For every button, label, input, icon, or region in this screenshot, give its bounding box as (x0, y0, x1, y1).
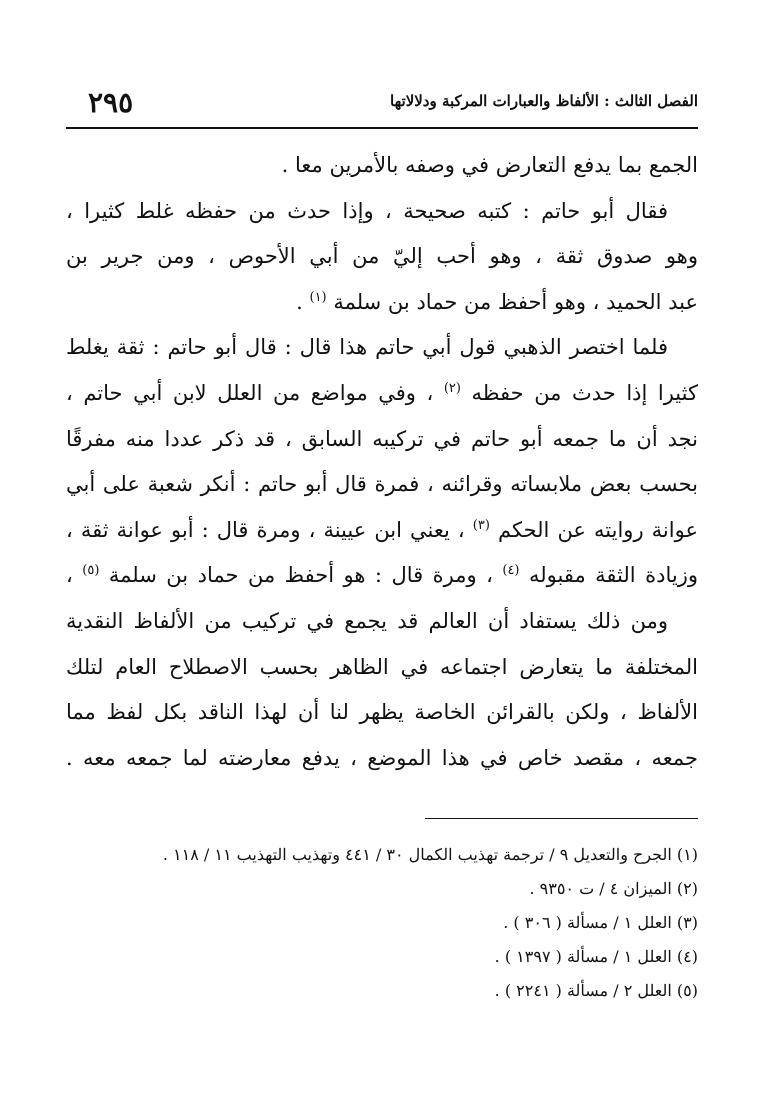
body-text-run: جمعه ، مقصد خاص في هذا الموضع ، يدفع معارضته لما جمعه معه . (66, 745, 698, 770)
body-text-run: فقال أبو حاتم : كتبه صحيحة ، وإذا حدث من حفظه غلط كثيرا ، (66, 198, 668, 223)
footnote-marker: (٥) (82, 563, 100, 579)
body-text-run: ، يعني ابن عيينة ، ومرة قال : أبو عوانة ثقة ، (66, 517, 465, 542)
body-text-run: الجمع بما يدفع التعارض في وصفه بالأمرين معا . (281, 153, 698, 177)
footnote: (١) الجرح والتعديل ٩ / ترجمة تهذيب الكمال ٣٠ / ٤٤١ وتهذيب التهذيب ١١ / ١١٨ . (162, 845, 698, 864)
footnote-separator (425, 818, 698, 819)
body-line (66, 690, 698, 736)
body-line (66, 553, 698, 599)
body-line (66, 371, 698, 417)
footnote: (٥) العلل ٢ / مسألة ( ٢٢٤١ ) . (494, 981, 698, 1000)
body-text-run: نجد أن ما جمعه أبو حاتم في تركيبه السابق ، قد ذكر عددا منه مفرقًا (66, 426, 698, 451)
body-line (66, 508, 698, 554)
body-line (66, 234, 698, 280)
body-line (66, 280, 698, 326)
body-line (66, 189, 698, 235)
footnote: (٢) الميزان ٤ / ت ٩٣٥٠ . (529, 879, 698, 898)
footnote: (٣) العلل ١ / مسألة ( ٣٠٦ ) . (503, 913, 698, 932)
footnote-marker: (٢) (443, 380, 461, 396)
body-line (66, 736, 698, 782)
body-line (66, 462, 698, 508)
body-text-run: كثيرا إذا حدث من حفظه (471, 380, 698, 405)
body-text-run: المختلفة ما يتعارض اجتماعه في الظاهر بحسب الاصطلاح العام لتلك (66, 654, 698, 679)
body-line (66, 143, 698, 189)
page-number: ٢٩٥ (88, 86, 134, 119)
body-text-run: وزيادة الثقة مقبوله (528, 563, 698, 588)
body-text-run: عوانة روايته عن الحكم (498, 517, 698, 542)
body-text-run: الألفاظ ، ولكن بالقرائن الخاصة يظهر لنا أن لهذا الناقد بكل لفظ مما (66, 700, 698, 725)
body-line (66, 417, 698, 463)
running-title: الفصل الثالث : الألفاظ والعبارات المركبة ودلالاتها (390, 92, 698, 110)
body-line (66, 599, 698, 645)
body-text-run: ، وفي مواضع من العلل لابن أبي حاتم ، (66, 380, 434, 405)
body-text-run: . (296, 289, 303, 314)
footnote: (٤) العلل ١ / مسألة ( ١٣٩٧ ) . (494, 947, 698, 966)
header-rule (66, 127, 698, 129)
footnotes (66, 838, 698, 1008)
body-line (66, 325, 698, 371)
body-text-run: بحسب بعض ملابساته وقرائنه ، فمرة قال أبو حاتم : أنكر شعبة على أبي (66, 472, 698, 497)
footnote-marker: (٤) (502, 563, 520, 579)
body-text (66, 143, 698, 781)
footnote-marker: (٣) (472, 517, 490, 533)
body-text-run: فلما اختصر الذهبي قول أبي حاتم هذا قال : قال أبو حاتم : ثقة يغلط (66, 335, 668, 360)
body-text-run: ومن ذلك يستفاد أن العالم قد يجمع في تركيب من الألفاظ النقدية (66, 608, 668, 633)
footnote-marker: (١) (309, 289, 327, 305)
body-line (66, 645, 698, 691)
body-text-run: ، (66, 563, 73, 588)
page-header (66, 78, 698, 128)
body-text-run: وهو صدوق ثقة ، وهو أحب إليّ من أبي الأحوص ، ومن جرير بن (66, 244, 698, 269)
body-text-run: ، ومرة قال : هو أحفظ من حماد بن سلمة (108, 563, 493, 588)
body-text-run: عبد الحميد ، وهو أحفظ من حماد بن سلمة (333, 289, 698, 314)
